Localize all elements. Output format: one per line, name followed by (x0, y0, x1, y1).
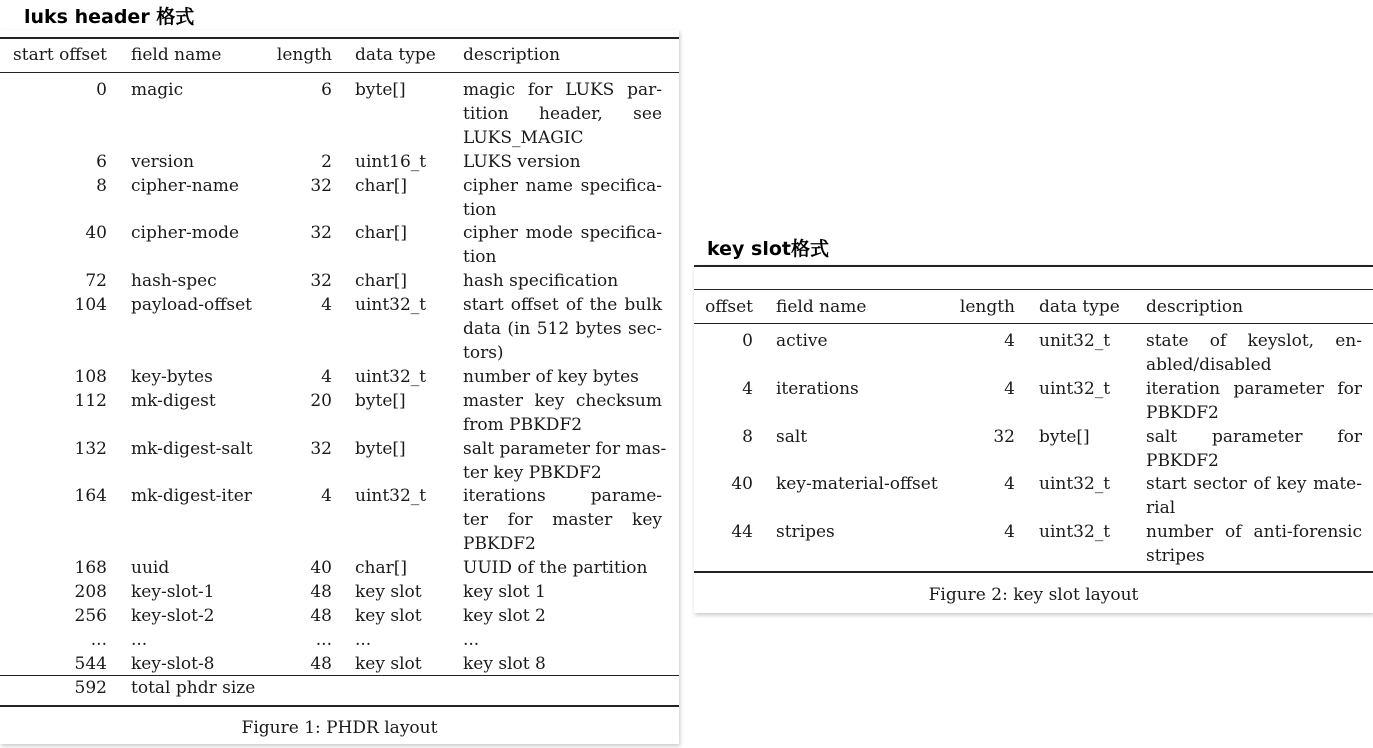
cell-description (1146, 425, 1362, 473)
cell-offset: 0 (96, 80, 107, 100)
cell-offset: 8 (742, 426, 753, 447)
cell-field: mk-digest (131, 390, 216, 411)
column-header: offset (705, 297, 753, 317)
description-line: magic for LUKS par- (463, 80, 662, 100)
cell-field: iterations (776, 378, 859, 399)
figure-caption: Figure 2: key slot layout (928, 585, 1139, 605)
cell-type: uint32_t (1039, 522, 1111, 543)
cell-offset: 8 (96, 175, 107, 196)
description-line: PBKDF2 (1146, 450, 1219, 471)
cell-field: salt (776, 426, 808, 447)
cell-length: 32 (310, 175, 332, 196)
cell-length: 32 (310, 223, 332, 244)
cell-description (463, 174, 662, 222)
description-line: state of keyslot, en- (1146, 331, 1362, 351)
column-header: length (276, 45, 332, 65)
cell-length: 4 (1004, 378, 1015, 399)
description-line: data (in 512 bytes sec- (463, 319, 662, 340)
cell-offset: 6 (96, 151, 107, 172)
table-rule (694, 323, 1373, 324)
cell-length: 32 (310, 438, 332, 459)
description-line: tion (463, 199, 497, 220)
description-line: tors) (463, 343, 504, 364)
cell-offset: 72 (85, 271, 107, 292)
cell-length: 20 (310, 390, 332, 411)
column-header: field name (131, 45, 222, 65)
cell-length: 4 (321, 295, 332, 316)
cell-offset: 44 (731, 522, 753, 543)
cell-offset: 208 (74, 581, 107, 602)
cell-description (1146, 520, 1362, 568)
description-line: rial (1146, 498, 1176, 519)
table-rule (0, 72, 679, 73)
cell-description (463, 78, 662, 150)
cell-type: ... (355, 629, 372, 650)
cell-type: key slot (355, 653, 422, 674)
description-line: abled/disabled (1146, 355, 1272, 375)
cell-type: byte[] (1039, 426, 1090, 447)
cell-type: uint32_t (355, 486, 427, 507)
cell-type: char[] (355, 223, 407, 244)
description-line: iteration parameter for (1146, 378, 1362, 399)
cell-offset: 0 (742, 331, 753, 351)
cell-type: uint32_t (1039, 378, 1111, 399)
description-line: cipher name specifica- (463, 175, 662, 196)
cell-length: 4 (321, 366, 332, 387)
cell-offset: 40 (731, 474, 753, 495)
cell-type: key slot (355, 581, 422, 602)
cell-field: key-material-offset (776, 474, 938, 495)
cell-description (463, 269, 662, 293)
cell-offset: 256 (74, 605, 107, 626)
cell-type: uint32_t (355, 366, 427, 387)
cell-description (1146, 329, 1362, 377)
column-header: description (1146, 297, 1244, 317)
cell-length: 4 (1004, 331, 1015, 351)
description-line: ter key PBKDF2 (463, 462, 602, 483)
column-header: description (463, 45, 561, 65)
cell-type: unit32_t (1039, 331, 1111, 351)
column-header: data type (355, 45, 436, 65)
description-line: LUKS version (463, 151, 581, 172)
key-slot-heading: key slot格式 (707, 238, 829, 260)
cell-type: uint32_t (1039, 474, 1111, 495)
cell-length: ... (315, 629, 332, 650)
cell-length: 4 (1004, 522, 1015, 543)
cell-description (463, 604, 662, 628)
cell-field: magic (131, 80, 184, 100)
description-line: PBKDF2 (463, 534, 536, 555)
cell-description (463, 221, 662, 269)
description-line: master key checksum (463, 390, 662, 411)
description-line: stripes (1146, 546, 1205, 567)
cell-offset: 108 (74, 366, 107, 387)
cell-offset: 104 (74, 295, 107, 316)
cell-type: char[] (355, 175, 407, 196)
description-line: key slot 1 (463, 581, 546, 602)
description-line: start offset of the bulk (463, 295, 662, 316)
cell-description (1146, 472, 1362, 520)
cell-offset: 132 (74, 438, 107, 459)
cell-length: 6 (321, 80, 332, 100)
cell-field: active (776, 331, 828, 351)
cell-description (463, 150, 662, 174)
cell-offset: 4 (742, 378, 753, 399)
description-line: UUID of the partition (463, 558, 648, 578)
figure-caption: Figure 1: PHDR layout (241, 718, 438, 738)
cell-type: byte[] (355, 80, 406, 100)
luks-header-heading: luks header 格式 (24, 6, 195, 28)
column-header: start offset (13, 45, 107, 65)
description-line: tition header, see (463, 104, 662, 124)
cell-field: mk-digest-salt (131, 438, 253, 459)
cell-length: 4 (1004, 474, 1015, 495)
cell-field: key-bytes (131, 366, 213, 387)
cell-description (1146, 377, 1362, 425)
cell-field: uuid (131, 558, 170, 578)
total-offset: 592 (74, 678, 107, 698)
cell-field: payload-offset (131, 295, 252, 316)
cell-length: 32 (993, 426, 1015, 447)
description-line: ter for master key (463, 510, 662, 531)
cell-type: char[] (355, 271, 407, 292)
cell-length: 48 (310, 605, 332, 626)
description-line: key slot 2 (463, 605, 546, 626)
cell-description (463, 652, 662, 676)
cell-field: key-slot-1 (131, 581, 215, 602)
key-slot-layout-figure (694, 265, 1373, 613)
description-line: tion (463, 247, 497, 268)
table-rule (0, 37, 679, 39)
description-line: salt parameter for (1146, 426, 1362, 447)
cell-type: byte[] (355, 438, 406, 459)
column-header: field name (776, 297, 867, 317)
cell-field: version (131, 151, 195, 172)
cell-length: 48 (310, 581, 332, 602)
cell-offset: 544 (74, 653, 107, 674)
cell-field: stripes (776, 522, 835, 543)
cell-type: key slot (355, 605, 422, 626)
cell-description (463, 556, 662, 580)
cell-offset: 168 (74, 558, 107, 578)
cell-length: 2 (321, 151, 332, 172)
table-rule (694, 265, 1373, 267)
table-rule (0, 705, 679, 707)
description-line: PBKDF2 (1146, 402, 1219, 423)
cell-field: cipher-name (131, 175, 239, 196)
cell-length: 48 (310, 653, 332, 674)
description-line: salt parameter for mas- (463, 438, 667, 459)
description-line: from PBKDF2 (463, 414, 583, 435)
cell-type: uint32_t (355, 295, 427, 316)
cell-offset: ... (90, 629, 107, 650)
cell-description (463, 628, 662, 652)
cell-length: 32 (310, 271, 332, 292)
description-line: start sector of key mate- (1146, 474, 1362, 495)
cell-field: hash-spec (131, 271, 217, 292)
table-rule (694, 571, 1373, 573)
cell-description (463, 580, 662, 604)
table-rule (694, 289, 1373, 290)
cell-offset: 40 (85, 223, 107, 244)
cell-type: byte[] (355, 390, 406, 411)
description-line: cipher mode specifica- (463, 223, 662, 244)
description-line: ... (463, 629, 480, 650)
cell-field: ... (131, 629, 148, 650)
description-line: iterations parame- (463, 486, 662, 507)
cell-length: 4 (321, 486, 332, 507)
cell-offset: 164 (74, 486, 107, 507)
column-header: data type (1039, 297, 1120, 317)
cell-offset: 112 (74, 390, 107, 411)
cell-length: 40 (310, 558, 332, 578)
cell-field: key-slot-8 (131, 653, 215, 674)
cell-type: char[] (355, 558, 407, 578)
cell-field: cipher-mode (131, 223, 240, 244)
description-line: LUKS_MAGIC (463, 128, 584, 148)
cell-type: uint16_t (355, 151, 427, 172)
description-line: number of anti-forensic (1146, 522, 1362, 543)
description-line: key slot 8 (463, 653, 546, 674)
description-line: number of key bytes (463, 366, 639, 387)
cell-field: mk-digest-iter (131, 486, 252, 507)
total-label: total phdr size (131, 678, 256, 698)
column-header: length (959, 297, 1015, 317)
cell-field: key-slot-2 (131, 605, 215, 626)
description-line: hash specification (463, 271, 619, 292)
